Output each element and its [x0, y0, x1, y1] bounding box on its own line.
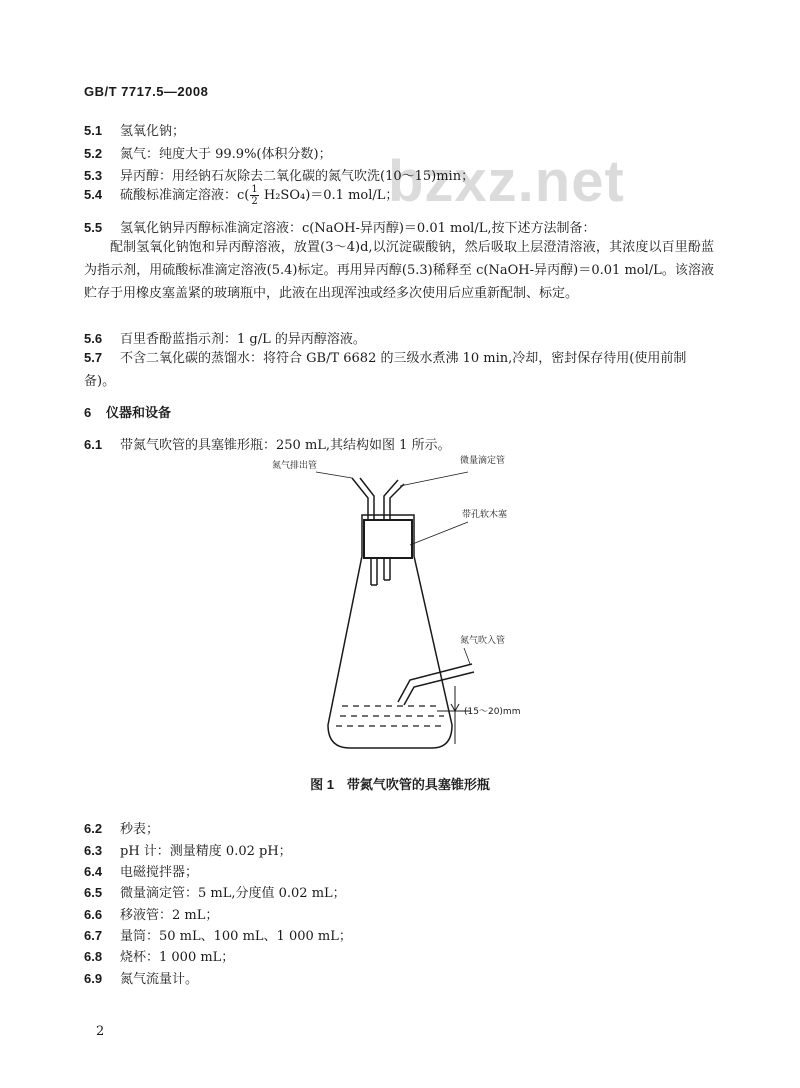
item-number: 5.1	[84, 123, 103, 138]
item-number: 6.9	[84, 971, 103, 986]
burette-tube	[384, 480, 398, 520]
section-number: 6	[84, 405, 92, 420]
item-text-before: 硫酸标准滴定溶液：c(	[120, 188, 250, 203]
item-text: 带氮气吹管的具塞锥形瓶：250 mL,其结构如图 1 所示。	[120, 438, 451, 453]
list-item	[84, 968, 198, 987]
item-text: 微量滴定管：5 mL,分度值 0.02 mL；	[120, 886, 346, 901]
section-title: 仪器和设备	[106, 406, 172, 421]
item-text: 移液管：2 mL；	[120, 908, 219, 923]
outlet-tube-inner	[360, 478, 374, 520]
item-number: 5.6	[84, 331, 103, 346]
item-text: pH 计：测量精度 0.02 pH；	[120, 844, 292, 859]
item-text: 氮气流量计。	[120, 972, 199, 987]
label-depth: (15～20)mm	[464, 707, 521, 717]
item-text: 异丙醇：用经钠石灰除去二氧化碳的氮气吹洗(10～15)min；	[120, 169, 475, 184]
list-item	[84, 882, 346, 901]
item-number: 5.2	[84, 146, 103, 161]
flask-body	[328, 515, 452, 748]
label-outlet: 氮气排出管	[272, 461, 318, 471]
item-number: 5.4	[84, 187, 103, 202]
item-text: 氮气：纯度大于 99.9%(体积分数)；	[120, 147, 332, 162]
item-text: 氢氧化钠；	[120, 124, 186, 139]
item-number: 5.3	[84, 168, 103, 183]
page-number: 2	[96, 1024, 105, 1039]
leader-burette	[400, 472, 468, 486]
item-text-after: H₂SO₄)＝0.1 mol/L；	[259, 188, 399, 203]
list-item	[84, 925, 352, 944]
item-text: 电磁搅拌器；	[120, 865, 199, 880]
paragraph-5-5: 配制氢氧化钠饱和异丙醇溶液，放置(3～4)d,以沉淀碳酸钠，然后吸取上层澄清溶液，其浓度以百里酚蓝为指示剂，用硫酸标准滴定溶液(5.4)标定。再用异丙醇(5.3)稀释至 c(NaOH-异丙醇)＝0.01 mol/L。该溶液贮存于用橡皮塞盖紧的玻璃瓶中，此液在出现浑浊或经多次使用后应重新配制、标定。	[84, 240, 714, 301]
item-number: 5.5	[84, 220, 103, 235]
standard-code-header: GB/T 7717.5—2008	[84, 84, 209, 99]
watermark: bzxz.net	[388, 149, 625, 214]
label-burette: 微量滴定管	[460, 456, 506, 466]
item-text: 氢氧化钠异丙醇标准滴定溶液：c(NaOH-异丙醇)＝0.01 mol/L,按下述方法制备：	[120, 221, 596, 236]
item-number: 6.2	[84, 821, 103, 836]
item-number: 6.1	[84, 437, 103, 452]
fraction-denominator: 2	[251, 196, 258, 207]
fraction-numerator: 1	[251, 184, 258, 195]
item-number: 5.7	[84, 350, 103, 365]
leader-outlet	[316, 472, 352, 478]
figure-caption: 图 1 带氮气吹管的具塞锥形瓶	[310, 777, 490, 792]
item-text: 烧杯：1 000 mL；	[120, 950, 235, 965]
item-number: 6.7	[84, 928, 103, 943]
list-item	[84, 861, 198, 880]
leader-inlet	[464, 648, 470, 664]
item-text: 百里香酚蓝指示剂：1 g/L 的异丙醇溶液。	[120, 332, 366, 347]
list-item	[84, 840, 292, 859]
label-stopper: 带孔软木塞	[462, 510, 508, 520]
leader-stopper	[410, 522, 468, 545]
list-item	[84, 946, 234, 965]
item-number: 6.4	[84, 864, 103, 879]
item-text: 量筒：50 mL、100 mL、1 000 mL；	[120, 929, 352, 944]
item-number: 6.5	[84, 885, 103, 900]
list-item	[84, 904, 218, 923]
item-number: 6.8	[84, 949, 103, 964]
item-number: 6.3	[84, 843, 103, 858]
inlet-tube-inner	[404, 672, 474, 705]
list-item	[84, 818, 159, 837]
label-inlet: 氮气吹入管	[460, 636, 506, 646]
item-text: 不含二氧化碳的蒸馏水：将符合 GB/T 6682 的三级水煮沸 10 min,冷却，密封保存待用(使用前制备)。	[84, 351, 687, 389]
item-text: 秒表；	[120, 822, 160, 837]
cork-stopper	[364, 520, 412, 558]
item-number: 6.6	[84, 907, 103, 922]
